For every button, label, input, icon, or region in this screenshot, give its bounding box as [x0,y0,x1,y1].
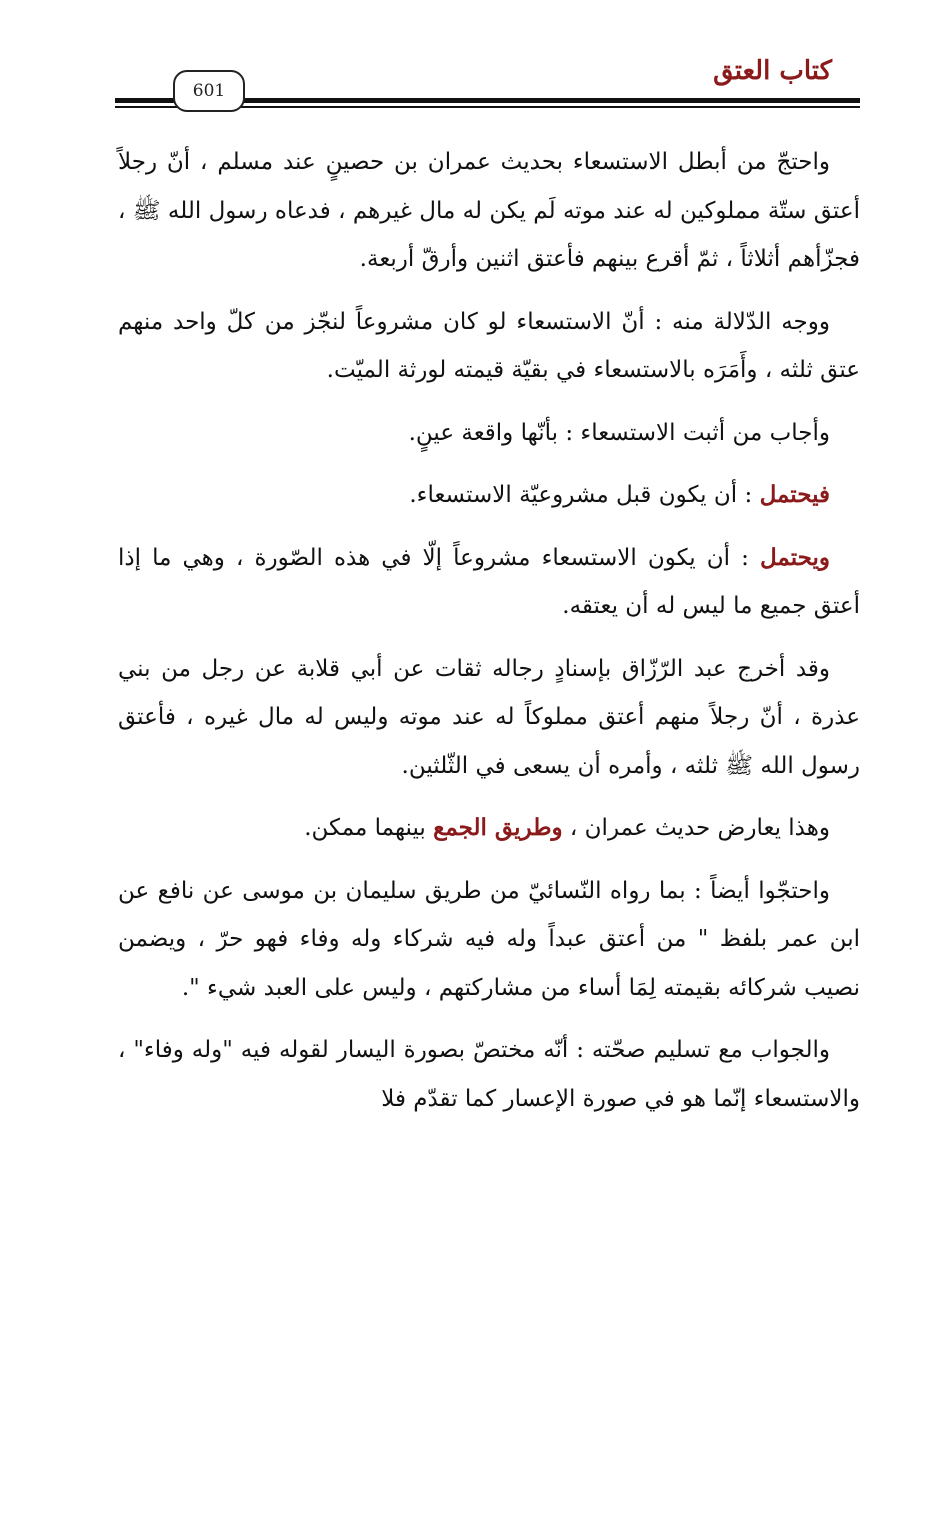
highlighted-term: وطريق الجمع [433,814,563,841]
highlighted-term: ويحتمل [759,543,830,571]
paragraph-text: ووجه الدّلالة منه : أنّ الاستسعاء لو كان مشروعاً لنجّز من كلّ واحد منهم عتق ثلثه ، وأَمَرَه بالاستسعاء في بقيّة قيمته لورثة الميّت. [118,308,860,383]
book-title: كتاب العتق [713,56,832,86]
paragraph-text: واحتجّوا أيضاً : بما رواه النّسائيّ من طريق سليمان بن موسى عن نافع عن ابن عمر بلفظ " من أعتق عبداً وله فيه شركاء وله وفاء فهو حرّ ، ويضمن نصيب شركائه بقيمته لِمَا أساء من مشاركتهم ، وليس على العبد شيء ". [118,877,860,1001]
paragraph [118,409,860,458]
paragraph-text: وأجاب من أثبت الاستسعاء : بأنّها واقعة عينٍ. [408,419,830,446]
paragraph [118,867,860,1013]
paragraph-text: : أن يكون الاستسعاء مشروعاً إلّا في هذه الصّورة ، وهي ما إذا أعتق جميع ما ليس له أن يعتقه. [118,544,860,619]
paragraph [118,471,860,520]
body-text [118,138,860,1123]
paragraph-text: وقد أخرج عبد الرّزّاق بإسنادٍ رجاله ثقات عن أبي قلابة عن رجل من بني عذرة ، أنّ رجلاً منهم أعتق مملوكاً له عند موته وليس له مال غيره ، فأعتق رسول الله ﷺ ثلثه ، وأمره أن يسعى في الثّلثين. [118,655,860,779]
paragraph [118,645,860,791]
page-number: 601 [173,70,245,112]
paragraph [118,804,860,853]
paragraph [118,298,860,395]
highlighted-term: فيحتمل [759,481,830,508]
paragraph-text: : أن يكون قبل مشروعيّة الاستسعاء. [409,482,760,508]
paragraph-text: بينهما ممكن. [304,815,434,841]
paragraph-text: وهذا يعارض حديث عمران ، [562,815,830,841]
paragraph-text: والجواب مع تسليم صحّته : أنّه مختصّ بصورة اليسار لقوله فيه "وله وفاء" ، والاستسعاء إنّما هو في صورة الإعسار كما تقدّم فلا [118,1037,860,1112]
paragraph [118,534,860,631]
paragraph [118,1026,860,1123]
paragraph [118,138,860,284]
paragraph-text: واحتجّ من أبطل الاستسعاء بحديث عمران بن حصينٍ عند مسلم ، أنّ رجلاً أعتق ستّة مملوكين له عند موته لَم يكن له مال غيرهم ، فدعاه رسول الله ﷺ ، فجزّأهم أثلاثاً ، ثمّ أقرع بينهم فأعتق اثنين وأرقّ أربعة. [118,149,860,272]
page-header [115,50,860,120]
